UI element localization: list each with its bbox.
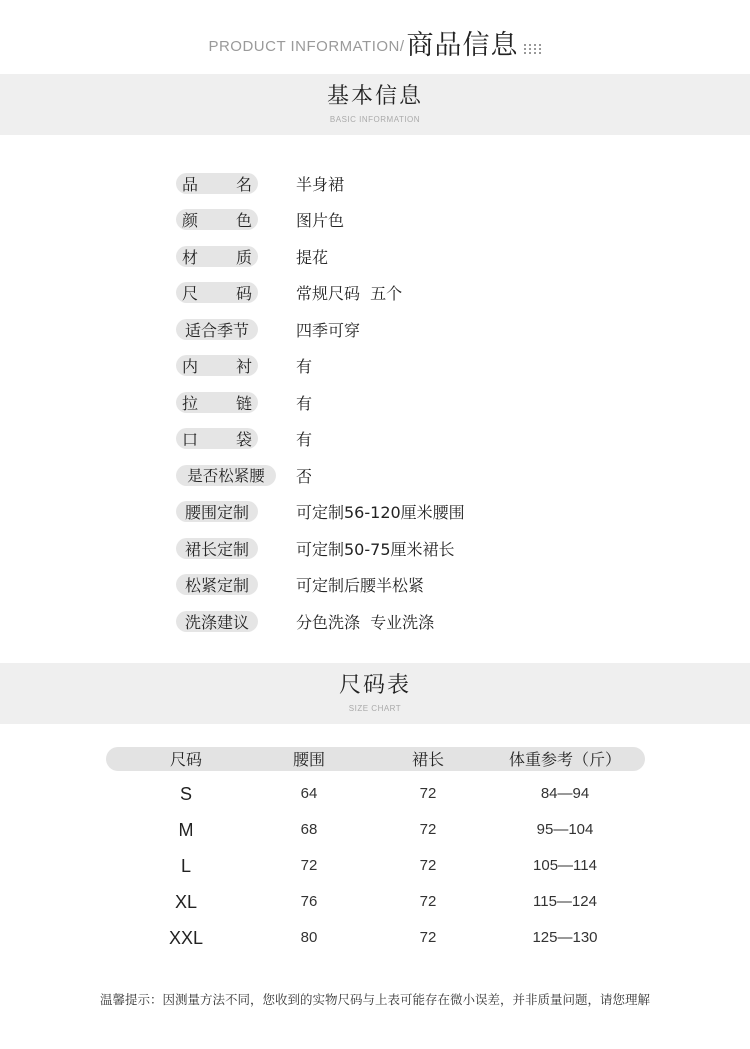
table-row [0,818,750,842]
basic-info-band [0,74,750,135]
info-value: 可定制50-75厘米裙长 [296,539,455,559]
table-row [0,926,750,950]
info-row [176,275,626,312]
size-chart-title: 尺码表 [338,673,411,698]
info-value: 否 [296,466,313,486]
info-label-char: 拉 [182,393,199,413]
table-cell: 95—104 [536,821,594,838]
info-label-char: 袋 [235,430,252,450]
info-label-char: 颜 [182,211,199,231]
table-cell: 72 [419,857,437,874]
size-cell: S [179,784,192,804]
info-label-char: 码 [235,284,252,304]
product-info-header [0,22,750,62]
table-cell: 72 [419,893,437,910]
info-value: 常规尺码 五个 [296,284,403,304]
size-table-header-cell: 体重参考（斤） [508,750,621,769]
size-cell: L [180,856,191,876]
info-row [176,603,626,640]
size-table-header-cell: 尺码 [169,750,202,769]
size-table-header-cell: 腰围 [292,750,325,769]
header-chinese: 商品信息 [406,30,519,61]
size-cell: M [178,820,194,840]
info-label: 裙长定制 [176,538,258,559]
table-cell: 115—124 [533,893,597,910]
info-label: 适合季节 [176,319,258,340]
info-value: 半身裙 [296,174,345,194]
info-label-char: 色 [235,211,252,231]
info-label [176,173,258,194]
table-cell: 72 [300,857,318,874]
info-label-char: 品 [182,174,199,194]
basic-info-list [176,165,626,640]
header-english: PRODUCT INFORMATION/ [208,38,405,55]
info-value: 有 [296,430,313,450]
info-value: 可定制后腰半松紧 [296,576,425,596]
info-label: 腰围定制 [176,501,258,522]
info-row [176,348,626,385]
table-cell: 72 [419,929,437,946]
info-label [176,246,258,267]
size-table-header-cell: 裙长 [411,750,444,769]
info-label-char: 名 [235,174,252,194]
info-label: 洗涤建议 [176,611,258,632]
table-row [0,890,750,914]
info-row [176,567,626,604]
info-label [176,392,258,413]
table-cell: 80 [300,929,318,946]
info-row [176,165,626,202]
info-value: 分色洗涤 专业洗涤 [296,612,435,632]
table-row [0,854,750,878]
info-value: 四季可穿 [296,320,361,340]
info-label-char: 衬 [235,357,252,377]
info-row [176,238,626,275]
table-cell: 84—94 [540,785,590,802]
table-cell: 68 [300,821,318,838]
info-row [176,202,626,239]
info-row [176,530,626,567]
table-cell: 64 [300,785,318,802]
info-value: 图片色 [296,211,345,231]
basic-info-subtitle: BASIC INFORMATION [329,115,421,124]
info-label: 松紧定制 [176,574,258,595]
table-cell: 125—130 [532,929,598,946]
table-cell: 72 [419,785,437,802]
info-label-char: 材 [182,247,199,267]
info-value: 有 [296,393,313,413]
info-value: 有 [296,357,313,377]
table-cell: 76 [300,893,318,910]
info-label [176,355,258,376]
info-label [176,209,258,230]
size-cell: XL [174,892,198,912]
info-label [176,428,258,449]
info-row [176,421,626,458]
dots-icon [524,44,542,54]
table-cell: 105—114 [533,857,597,874]
size-chart-subtitle: SIZE CHART [348,704,402,713]
table-row [0,782,750,806]
info-row [176,494,626,531]
basic-info-title: 基本信息 [326,84,423,109]
info-label-char: 内 [182,357,199,377]
info-value: 可定制56-120厘米腰围 [296,503,465,523]
info-row [176,457,626,494]
info-label [176,282,258,303]
info-label-char: 尺 [182,284,199,304]
info-label-char: 链 [235,393,252,413]
size-cell: XXL [168,928,204,948]
info-row [176,311,626,348]
info-row [176,384,626,421]
info-label-char: 口 [182,430,199,450]
info-value: 提花 [296,247,329,267]
size-chart-band [0,663,750,724]
info-label: 是否松紧腰 [176,465,276,486]
info-label-char: 质 [235,247,252,267]
measurement-note: 温馨提示：因测量方法不同，您收到的实物尺码与上表可能存在微小误差，并非质量问题，请您理解 [99,992,650,1007]
table-cell: 72 [419,821,437,838]
